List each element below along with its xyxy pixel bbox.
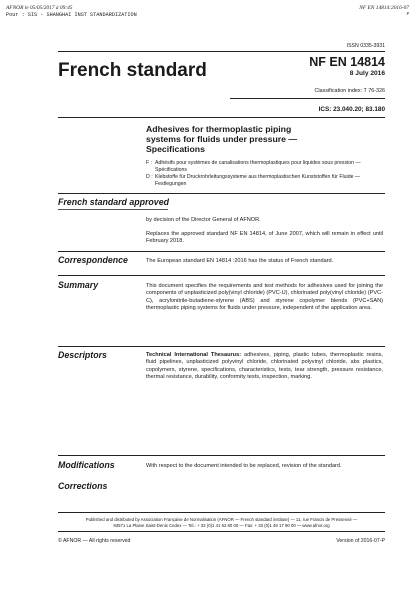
modifications-rule	[58, 455, 385, 456]
approved-heading: French standard approved	[58, 197, 169, 207]
approved-replaces: Replaces the approved standard NF EN 14814, of June 2007, which will remain in effect until February 2018.	[146, 231, 383, 245]
corrections-heading: Corrections	[58, 481, 108, 491]
standard-number: NF EN 14814	[309, 55, 385, 69]
document-title: Adhesives for thermoplastic piping systems for fluids under pressure — Specifications	[146, 124, 298, 154]
descriptors-text	[146, 352, 383, 382]
stamp-reference: NF EN 14814:2016-07	[359, 5, 409, 11]
french-title-prefix: F :	[146, 160, 153, 166]
correspondence-text: The European standard EN 14814 :2016 has the status of French standard.	[146, 258, 334, 264]
approved-rule	[58, 193, 385, 194]
publisher-line-2: 93571 La Plaine Saint-Denis Cedex — Tel.: + 33 (0)1 41 62 80 00 — Fax: + 33 (0)1 49 17 90 00 — www.afnor.org	[113, 523, 330, 528]
approved-decision: by decision of the Director General of AFNOR.	[146, 217, 261, 223]
descriptors-rule	[58, 346, 385, 347]
classification-rule	[230, 98, 385, 99]
header-bottom-rule	[58, 117, 385, 118]
publisher-line-1: Published and distributed by Association Française de Normalisation (AFNOR — French standard institute) — 11, rue Francis de Pressensé —	[85, 517, 358, 522]
german-title: Klebstoffe für Druckrohrleitungssysteme aus thermoplastischen Kunststoffen für Fluide — Festlegungen	[155, 174, 361, 187]
modifications-text: With respect to the document intended to be replaced, revision of the standard.	[146, 463, 342, 469]
header-top-rule	[58, 51, 385, 52]
summary-text: This document specifies the requirements and test methods for adhesives used for joining the components of unplasticized poly(vinyl chloride) (PVC-U), chlorinated poly(vinyl chloride) (PVC-C), acrylonitrile-butadiene-styrene (ABS) and styrene copolymer blends (PVC+SAN) thermoplastic piping systems for fluids under pressure, independent of the application area.	[146, 283, 383, 312]
copyright: © AFNOR — All rights reserved	[58, 538, 131, 544]
version: Version of 2016-07-P	[336, 538, 385, 544]
ics-codes: ICS: 23.040.20; 83.180	[318, 106, 385, 113]
german-title-prefix: D :	[146, 174, 153, 180]
summary-rule	[58, 275, 385, 276]
modifications-heading: Modifications	[58, 460, 115, 470]
footer-bottom-rule	[58, 531, 385, 532]
stamp-recipient: Pour : SIS - SHANGHAI INST STANDARDIZATION	[6, 12, 137, 18]
stamp-date: AFNOR le 05/05/2017 à 09:45	[6, 5, 73, 11]
french-title: Adhésifs pour systèmes de canalisations thermoplastiques pour liquides sous pression — Spécifications	[155, 160, 361, 173]
stamp-page: P	[406, 11, 409, 16]
descriptors-heading: Descriptors	[58, 350, 107, 360]
descriptors-keywords: adhesives, piping, plastic tubes, thermoplastic resins, fluid pipelines, unplasticized polyvinyl chloride, chlorinated polyvinyl chloride, abs plastics, copolymers, styrene, specifications, characteristics, tests, tear strength, pressure resistance, thermal resistance, durability, conformity tests, inspection, marking.	[146, 352, 383, 381]
descriptors-label: Technical International Thesaurus:	[146, 352, 242, 358]
correspondence-rule	[58, 251, 385, 252]
classification-index: Classification index: T 76-326	[314, 88, 385, 94]
doc-type: French standard	[58, 60, 207, 81]
summary-heading: Summary	[58, 280, 99, 290]
issn: ISSN 0335-3931	[346, 43, 385, 49]
publication-date: 8 July 2016	[349, 70, 385, 77]
footer-top-rule	[58, 512, 385, 513]
approved-underline	[58, 209, 168, 210]
correspondence-heading: Correspondence	[58, 255, 128, 265]
